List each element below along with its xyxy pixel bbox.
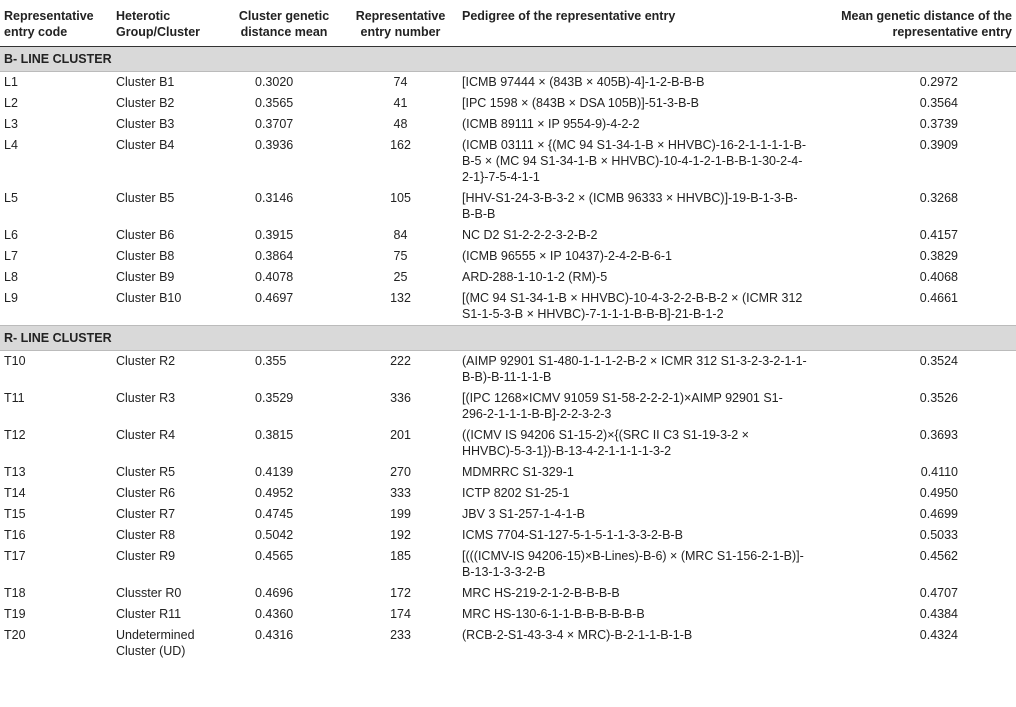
entry-number-cell: 174 (390, 607, 411, 621)
cluster-distance-cell: 0.4360 (255, 607, 294, 621)
entry-code-cell: L8 (4, 270, 18, 284)
table-row (0, 72, 1016, 94)
pedigree-cell: ARD-288-1-10-1-2 (RM)-5 (462, 270, 608, 284)
table-row (0, 288, 1016, 326)
table-row (0, 388, 1016, 425)
cluster-cell: Cluster B2 (116, 96, 175, 110)
pedigree-cell: (ICMB 96555 × IP 10437)-2-4-2-B-6-1 (462, 249, 672, 263)
entry-code-cell: T15 (4, 507, 26, 521)
cluster-distance-cell: 0.4697 (255, 291, 294, 305)
entry-number-cell: 270 (390, 465, 411, 479)
entry-number-cell: 105 (390, 191, 411, 205)
cluster-distance-cell: 0.3020 (255, 75, 294, 89)
entry-code-cell: T16 (4, 528, 26, 542)
entry-code-cell: T11 (4, 391, 25, 405)
pedigree-cell: [(MC 94 S1-34-1-B × HHVBC)-10-4-3-2-2-B-B-2 × (ICMR 312 S1-1-5-3-B × HHVBC)-7-1-1-1-B-B-B]-21-B-1-2 (462, 291, 803, 321)
cluster-cell: Undetermined Cluster (UD) (116, 628, 195, 658)
pedigree-cell: ((ICMV IS 94206 S1-15-2)×{(SRC II C3 S1-19-3-2 × HHVBC)-5-3-1})-B-13-4-2-1-1-1-1-3-2 (462, 428, 749, 458)
cluster-distance-cell: 0.3915 (255, 228, 294, 242)
entry-code-cell: T13 (4, 465, 26, 479)
entry-number-cell: 192 (390, 528, 411, 542)
entry-code-cell: L4 (4, 138, 18, 152)
cluster-distance-cell: 0.355 (255, 354, 287, 368)
table-row (0, 483, 1016, 504)
pedigree-cell: (RCB-2-S1-43-3-4 × MRC)-B-2-1-1-B-1-B (462, 628, 693, 642)
pedigree-cell: (AIMP 92901 S1-480-1-1-1-2-B-2 × ICMR 312 S1-3-2-3-2-1-1-B-B)-B-11-1-1-B (462, 354, 807, 384)
header-entry-code: Representative entry code (0, 0, 112, 47)
table-row (0, 351, 1016, 389)
cluster-cell: Cluster B5 (116, 191, 175, 205)
cluster-distance-cell: 0.3936 (255, 138, 294, 152)
entry-code-cell: L2 (4, 96, 18, 110)
cluster-distance-cell: 0.3815 (255, 428, 294, 442)
cluster-cell: Cluster R3 (116, 391, 176, 405)
pedigree-cell: [(IPC 1268×ICMV 91059 S1-58-2-2-2-1)×AIMP 92901 S1-296-2-1-1-1-B-B]-2-2-3-2-3 (462, 391, 783, 421)
entry-code-cell: L6 (4, 228, 18, 242)
mean-distance-cell: 0.4562 (919, 549, 958, 563)
mean-distance-cell: 0.3564 (919, 96, 958, 110)
entry-code-cell: L9 (4, 291, 18, 305)
pedigree-cell: [HHV-S1-24-3-B-3-2 × (ICMB 96333 × HHVBC)]-19-B-1-3-B-B-B-B (462, 191, 798, 221)
cluster-cell: Cluster R8 (116, 528, 176, 542)
mean-distance-cell: 0.2972 (919, 75, 958, 89)
cluster-cell: Clusster R0 (116, 586, 182, 600)
cluster-cell: Cluster B1 (116, 75, 175, 89)
mean-distance-cell: 0.3268 (919, 191, 958, 205)
mean-distance-cell: 0.4384 (919, 607, 958, 621)
pedigree-cell: ICMS 7704-S1-127-5-1-5-1-1-3-3-2-B-B (462, 528, 683, 542)
mean-distance-cell: 0.3526 (919, 391, 958, 405)
group-title: B- LINE CLUSTER (0, 47, 1016, 72)
group-title: R- LINE CLUSTER (0, 326, 1016, 351)
cluster-distance-cell: 0.3146 (255, 191, 294, 205)
pedigree-cell: [(((ICMV-IS 94206-15)×B-Lines)-B-6) × (MRC S1-156-2-1-B)]-B-13-1-3-3-2-B (462, 549, 804, 579)
pedigree-cell: [IPC 1598 × (843B × DSA 105B)]-51-3-B-B (462, 96, 699, 110)
cluster-cell: Cluster B8 (116, 249, 175, 263)
mean-distance-cell: 0.4950 (919, 486, 958, 500)
pedigree-cell: (ICMB 03111 × {(MC 94 S1-34-1-B × HHVBC)-16-2-1-1-1-1-B-B-5 × (MC 94 S1-34-1-B × HHVBC)-10-4-1-2-1-B-B-1-30-2-4-2-1}-7-5-4-1-1 (462, 138, 807, 184)
entry-number-cell: 336 (390, 391, 411, 405)
mean-distance-cell: 0.3739 (919, 117, 958, 131)
entry-number-cell: 162 (390, 138, 411, 152)
entry-code-cell: T12 (4, 428, 26, 442)
table-body (0, 47, 1016, 663)
entry-code-cell: T10 (4, 354, 26, 368)
table-row (0, 93, 1016, 114)
entry-number-cell: 201 (390, 428, 411, 442)
cluster-distance-cell: 0.4078 (255, 270, 294, 284)
cluster-distance-cell: 0.4139 (255, 465, 294, 479)
table-row (0, 604, 1016, 625)
header-row (0, 0, 1016, 47)
cluster-cell: Cluster R9 (116, 549, 176, 563)
mean-distance-cell: 0.4661 (919, 291, 958, 305)
mean-distance-cell: 0.3829 (919, 249, 958, 263)
header-mean-distance: Mean genetic distance of the representative entry (811, 0, 1016, 47)
entry-number-cell: 172 (390, 586, 411, 600)
mean-distance-cell: 0.4110 (920, 465, 958, 479)
cluster-cell: Cluster R5 (116, 465, 176, 479)
entry-number-cell: 132 (390, 291, 411, 305)
entry-code-cell: L3 (4, 117, 18, 131)
pedigree-cell: JBV 3 S1-257-1-4-1-B (462, 507, 585, 521)
cluster-cell: Cluster B6 (116, 228, 175, 242)
entry-code-cell: L5 (4, 191, 18, 205)
table-row (0, 546, 1016, 583)
entry-number-cell: 333 (390, 486, 411, 500)
header-cluster-distance-mean: Cluster genetic distance mean (225, 0, 343, 47)
entry-code-cell: L7 (4, 249, 18, 263)
entry-code-cell: L1 (4, 75, 18, 89)
mean-distance-cell: 0.3524 (919, 354, 958, 368)
pedigree-cell: MRC HS-130-6-1-1-B-B-B-B-B-B (462, 607, 645, 621)
table-row (0, 225, 1016, 246)
group-row (0, 47, 1016, 72)
mean-distance-cell: 0.4707 (919, 586, 958, 600)
entry-number-cell: 233 (390, 628, 411, 642)
entry-code-cell: T14 (4, 486, 26, 500)
cluster-cell: Cluster B9 (116, 270, 175, 284)
cluster-cell: Cluster R11 (116, 607, 182, 621)
cluster-distance-cell: 0.4696 (255, 586, 294, 600)
cluster-distance-cell: 0.4952 (255, 486, 294, 500)
pedigree-cell: MDMRRC S1-329-1 (462, 465, 574, 479)
cluster-cell: Cluster B4 (116, 138, 175, 152)
table-row (0, 504, 1016, 525)
pedigree-cell: MRC HS-219-2-1-2-B-B-B-B (462, 586, 620, 600)
entry-code-cell: T19 (4, 607, 26, 621)
mean-distance-cell: 0.4699 (919, 507, 958, 521)
cluster-distance-cell: 0.4316 (255, 628, 294, 642)
entry-number-cell: 222 (390, 354, 411, 368)
pedigree-cell: [ICMB 97444 × (843B × 405B)-4]-1-2-B-B-B (462, 75, 705, 89)
entry-number-cell: 41 (393, 96, 408, 110)
mean-distance-cell: 0.4068 (919, 270, 958, 284)
table-row (0, 625, 1016, 662)
entry-code-cell: T20 (4, 628, 26, 642)
table-row (0, 525, 1016, 546)
cluster-distance-cell: 0.5042 (255, 528, 294, 542)
entry-number-cell: 25 (393, 270, 408, 284)
cluster-distance-cell: 0.4745 (255, 507, 294, 521)
mean-distance-cell: 0.3693 (919, 428, 958, 442)
entry-number-cell: 75 (393, 249, 408, 263)
cluster-cell: Cluster R4 (116, 428, 176, 442)
entry-number-cell: 48 (393, 117, 408, 131)
table-row (0, 135, 1016, 188)
mean-distance-cell: 0.3909 (919, 138, 958, 152)
table-row (0, 267, 1016, 288)
cluster-distance-cell: 0.4565 (255, 549, 294, 563)
mean-distance-cell: 0.5033 (919, 528, 958, 542)
cluster-distance-cell: 0.3707 (255, 117, 294, 131)
cluster-cell: Cluster B10 (116, 291, 182, 305)
table-row (0, 114, 1016, 135)
entry-code-cell: T17 (4, 549, 26, 563)
entry-number-cell: 199 (390, 507, 411, 521)
group-row (0, 326, 1016, 351)
entry-number-cell: 74 (393, 75, 408, 89)
pedigree-cell: (ICMB 89111 × IP 9554-9)-4-2-2 (462, 117, 640, 131)
cluster-cell: Cluster B3 (116, 117, 175, 131)
table-row (0, 462, 1016, 483)
cluster-distance-cell: 0.3864 (255, 249, 294, 263)
header-pedigree: Pedigree of the representative entry (458, 0, 811, 47)
entry-number-cell: 84 (393, 228, 408, 242)
cluster-cell: Cluster R2 (116, 354, 176, 368)
cluster-cell: Cluster R6 (116, 486, 176, 500)
mean-distance-cell: 0.4324 (919, 628, 958, 642)
table-row (0, 188, 1016, 225)
pedigree-cell: NC D2 S1-2-2-2-3-2-B-2 (462, 228, 598, 242)
cluster-cell: Cluster R7 (116, 507, 176, 521)
table-row (0, 583, 1016, 604)
header-entry-number: Representative entry number (343, 0, 458, 47)
mean-distance-cell: 0.4157 (919, 228, 958, 242)
header-heterotic-group: Heterotic Group/Cluster (112, 0, 225, 47)
entry-number-cell: 185 (390, 549, 411, 563)
table-row (0, 425, 1016, 462)
cluster-distance-cell: 0.3565 (255, 96, 294, 110)
cluster-distance-cell: 0.3529 (255, 391, 294, 405)
table-row (0, 246, 1016, 267)
pedigree-cell: ICTP 8202 S1-25-1 (462, 486, 570, 500)
entry-code-cell: T18 (4, 586, 26, 600)
